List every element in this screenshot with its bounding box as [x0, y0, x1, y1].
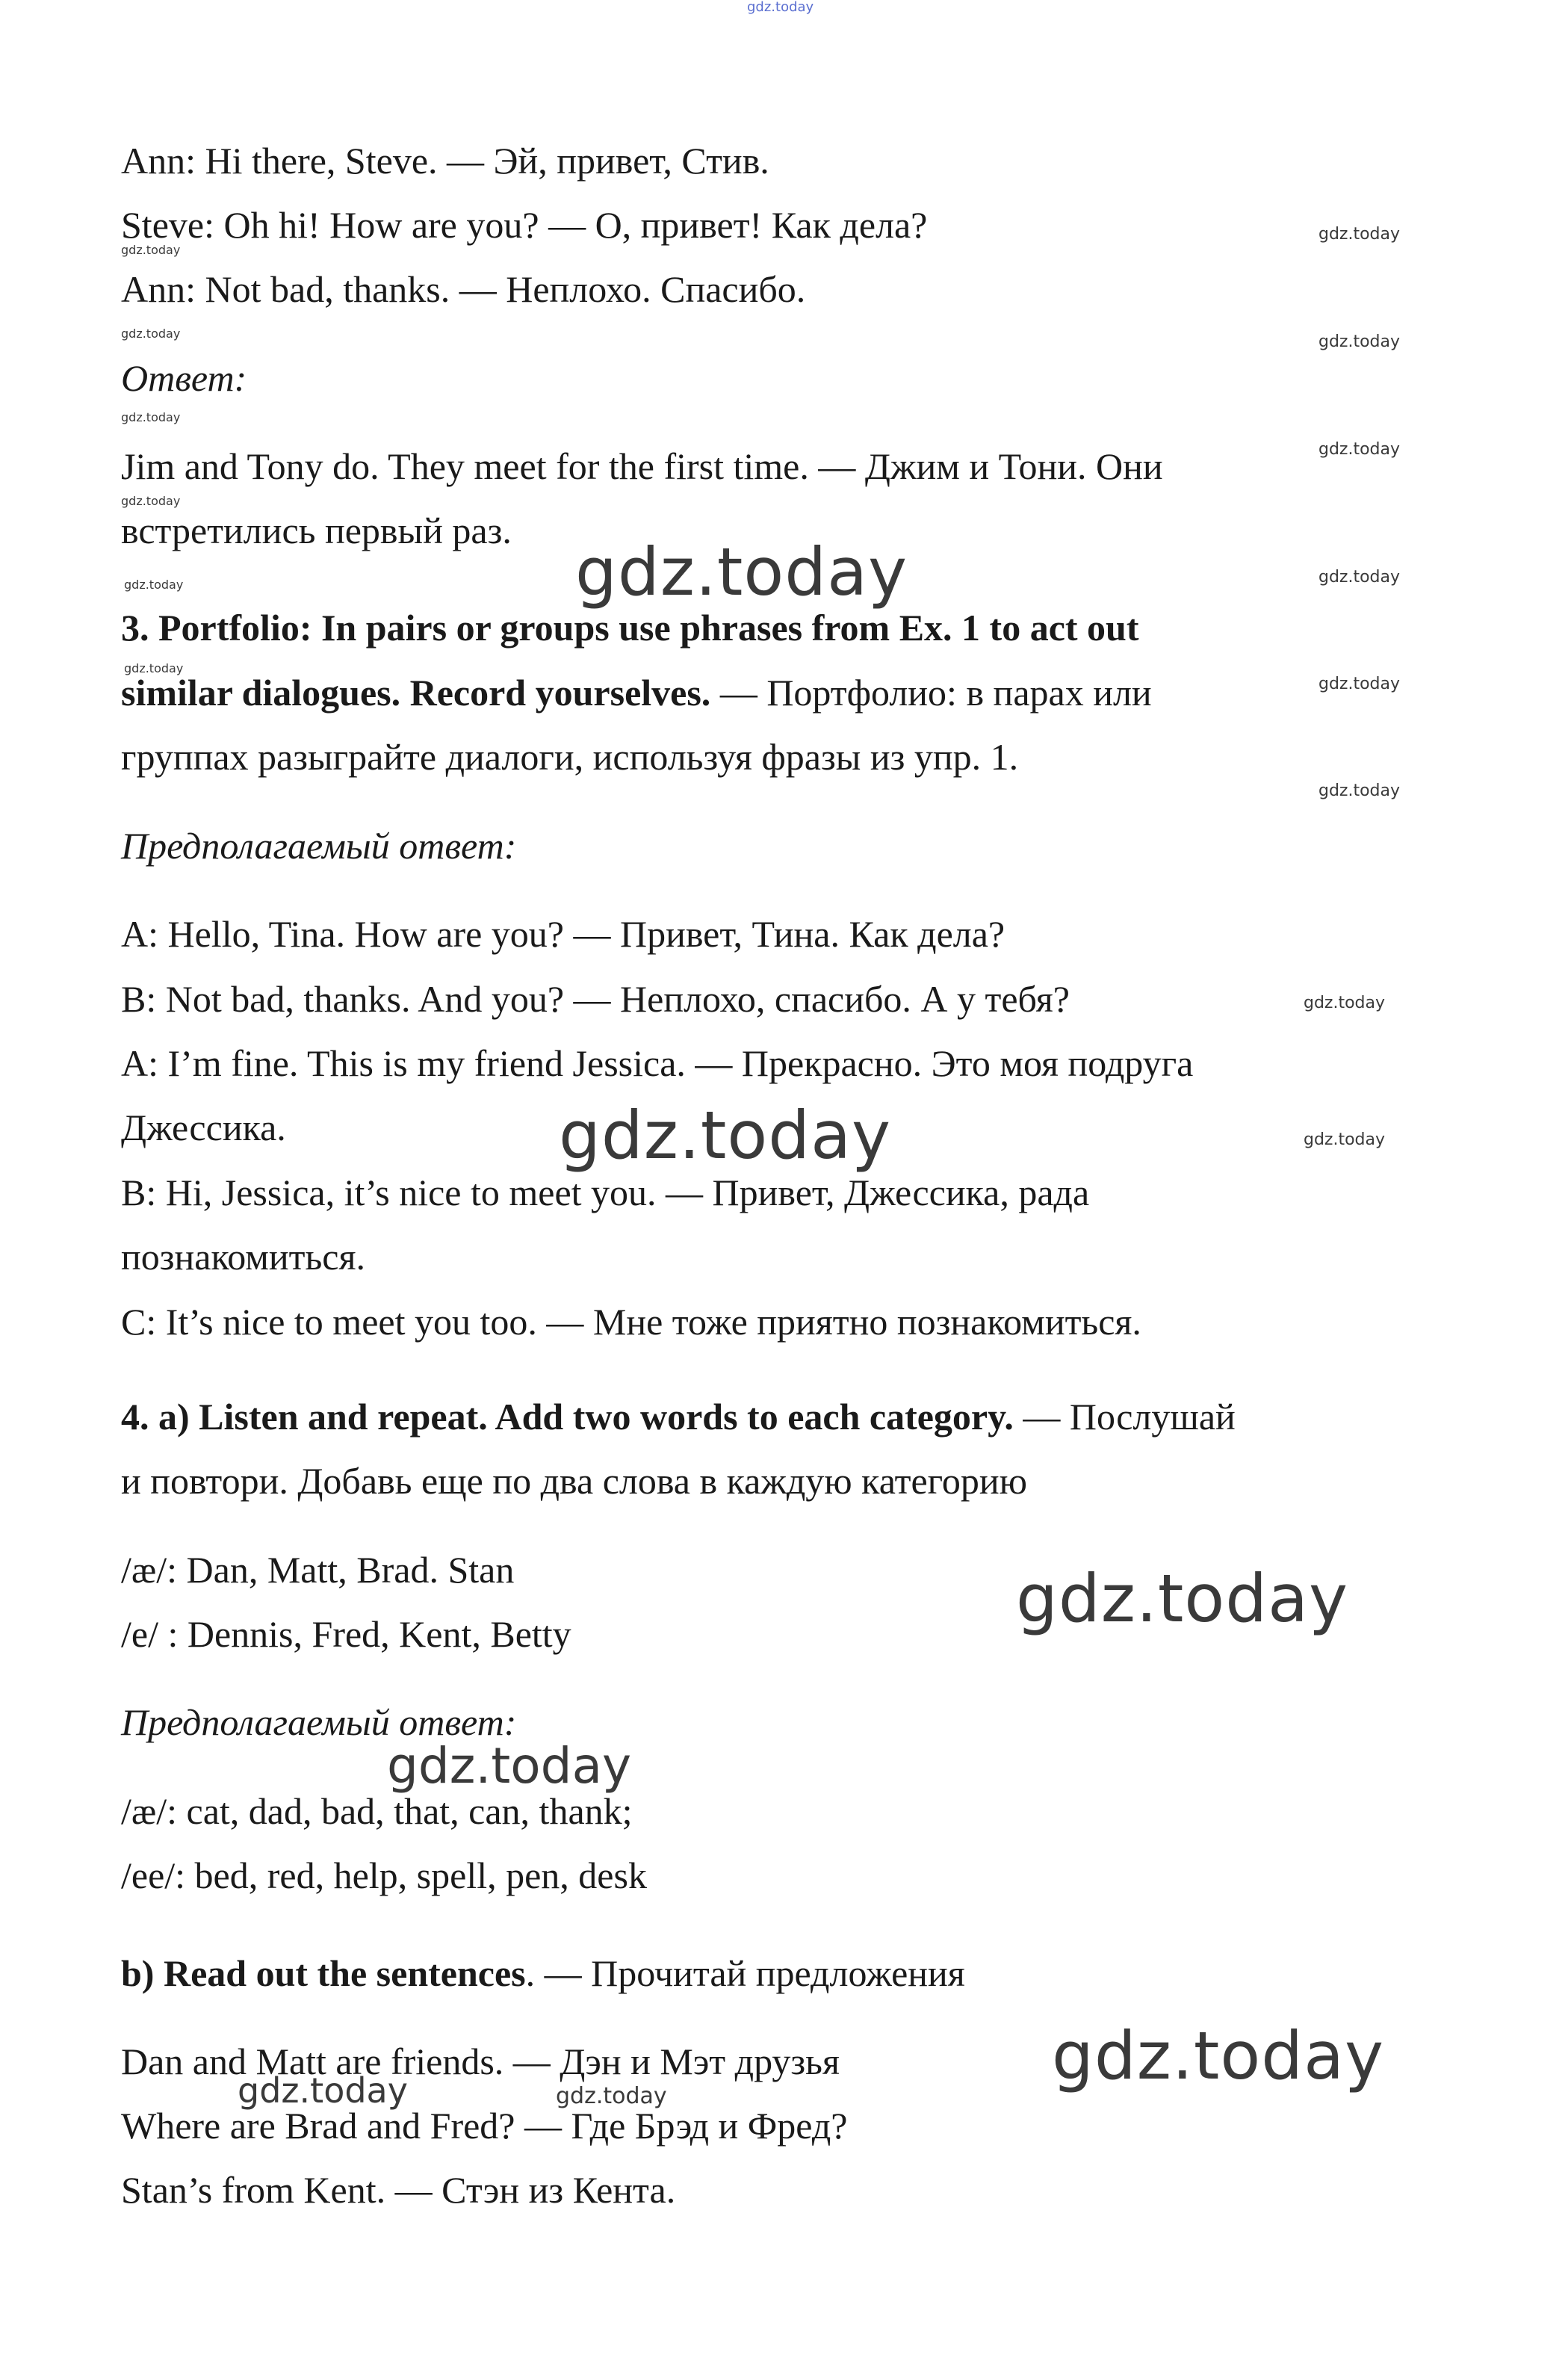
answer-ee-list: /ee/: bed, red, help, spell, pen, desk [121, 1854, 647, 1896]
watermark-large: gdz.today [1016, 1560, 1349, 1637]
dialogue-line-steve: Steve: Oh hi! How are you? — О, привет! Как дела? [121, 204, 928, 246]
watermark-large: gdz.today [559, 1097, 892, 1174]
watermark-large: gdz.today [1052, 2017, 1385, 2094]
sentence-1: Dan and Matt are friends. — Дэн и Мэт друзья [121, 2040, 840, 2082]
task-3-bold: similar dialogues. Record yourselves. [121, 672, 711, 714]
watermark-small: gdz.today [1318, 225, 1401, 244]
dialogue-b-2-cont: познакомиться. [121, 1236, 366, 1278]
task-4b-bold: b) Read out the sentences [121, 1952, 526, 1994]
task-4a-translation-cont: и повтори. Добавь еще по два слова в каждую категорию [121, 1460, 1028, 1502]
sentence-3: Stan’s from Kent. — Стэн из Кента. [121, 2169, 676, 2211]
watermark-small: gdz.today [1318, 675, 1401, 693]
phonetic-e-list: /e/ : Dennis, Fred, Kent, Betty [121, 1613, 571, 1655]
dialogue-a-2-cont: Джессика. [121, 1107, 286, 1148]
sentence-2: Where are Brad and Fred? — Где Брэд и Фред? [121, 2105, 848, 2147]
watermark-top: gdz.today [747, 0, 814, 15]
task-4b-translation: . — Прочитай предложения [525, 1952, 965, 1994]
watermark-tiny: gdz.today [121, 243, 181, 257]
watermark-tiny: gdz.today [121, 327, 181, 341]
watermark-small: gdz.today [1304, 1130, 1386, 1149]
answer-ae-list: /æ/: cat, dad, bad, that, can, thank; [121, 1790, 633, 1832]
watermark-small: gdz.today [1318, 568, 1401, 587]
answer-label: Ответ: [121, 357, 247, 399]
answer-text-2: встретились первый раз. [121, 510, 512, 551]
watermark-medium: gdz.today [238, 2070, 408, 2111]
dialogue-b-1: B: Not bad, thanks. And you? — Неплохо, спасибо. А у тебя? [121, 978, 1070, 1020]
task-4a-heading [121, 1394, 1236, 1439]
watermark-medium: gdz.today [387, 1737, 632, 1795]
watermark-tiny: gdz.today [121, 410, 181, 424]
task-4b-heading [121, 1951, 965, 1996]
answer-text-1: Jim and Tony do. They meet for the first time. — Джим и Тони. Они [121, 445, 1163, 487]
expected-answer-label-2: Предполагаемый ответ: [121, 1701, 517, 1743]
watermark-large: gdz.today [575, 533, 908, 610]
dialogue-b-2: B: Hi, Jessica, it’s nice to meet you. — Привет, Джессика, рада [121, 1172, 1090, 1213]
dialogue-c-1: C: It’s nice to meet you too. — Мне тоже приятно познакомиться. [121, 1301, 1141, 1343]
task-3-translation-cont: группах разыграйте диалоги, используя фразы из упр. 1. [121, 736, 1019, 778]
watermark-tiny: gdz.today [124, 578, 184, 592]
watermark-tiny: gdz.today [124, 661, 184, 675]
task-3-translation: — Портфолио: в парах или [710, 672, 1152, 714]
task-3-heading: 3. Portfolio: In pairs or groups use phrases from Ex. 1 to act out [121, 607, 1139, 649]
task-3-heading-cont [121, 670, 1152, 715]
task-4a-bold: 4. a) Listen and repeat. Add two words to each category. [121, 1396, 1014, 1438]
watermark-small: gdz.today [1318, 332, 1401, 351]
phonetic-ae-list: /æ/: Dan, Matt, Brad. Stan [121, 1549, 515, 1591]
watermark-small: gdz.today [1304, 994, 1386, 1012]
dialogue-line-ann-1: Ann: Hi there, Steve. — Эй, привет, Стив. [121, 140, 769, 182]
watermark-small: gdz.today [1318, 440, 1401, 459]
dialogue-a-2: A: I’m fine. This is my friend Jessica. — Прекрасно. Это моя подруга [121, 1042, 1194, 1084]
dialogue-line-ann-2: Ann: Not bad, thanks. — Неплохо. Спасибо. [121, 268, 806, 310]
expected-answer-label-1: Предполагаемый ответ: [121, 825, 517, 867]
task-4a-translation: — Послушай [1013, 1396, 1236, 1438]
watermark-small: gdz.today [1318, 782, 1401, 800]
watermark-small: gdz.today [556, 2083, 667, 2109]
watermark-tiny: gdz.today [121, 494, 181, 508]
dialogue-a-1: A: Hello, Tina. How are you? — Привет, Тина. Как дела? [121, 913, 1005, 955]
